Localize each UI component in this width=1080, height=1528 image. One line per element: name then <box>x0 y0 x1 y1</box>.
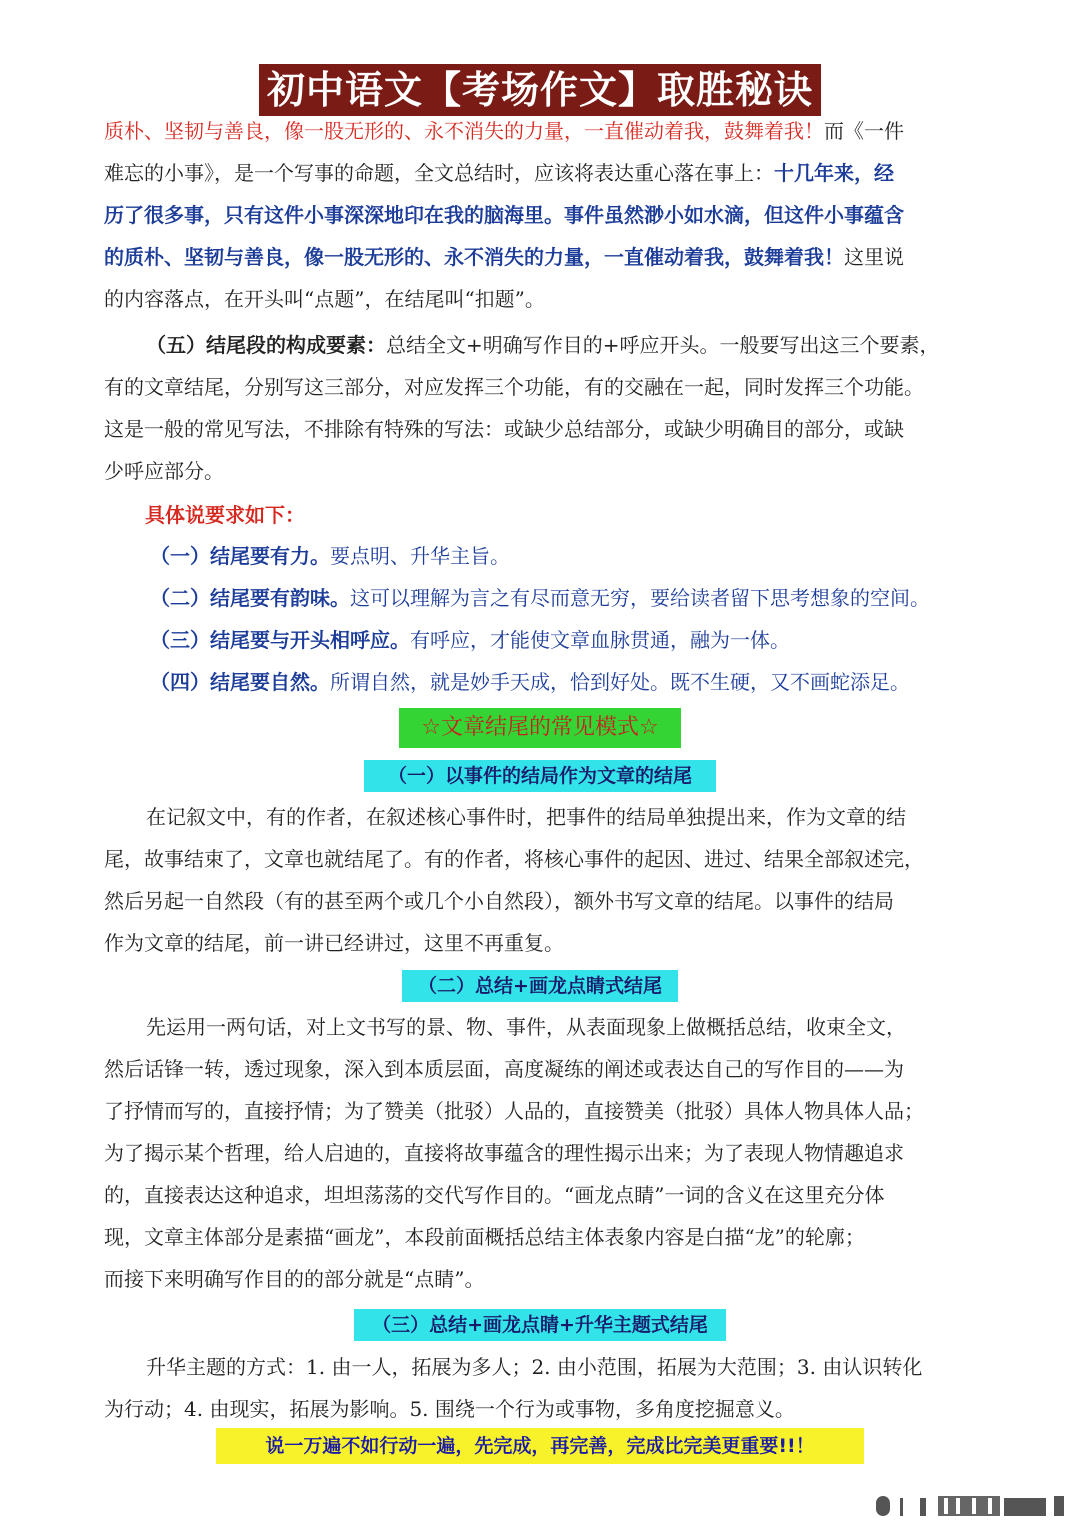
mode1-paragraph <box>104 796 980 964</box>
section5-line-1 <box>104 324 980 366</box>
intro-blue-text: 的质朴、坚韧与善良，像一股无形的、永不消失的力量，一直催动着我，鼓舞着我！ <box>104 245 844 269</box>
mode3-line-2: 为行动；4. 由现实，拓展为影响。5. 围绕一个行为或事物，多角度挖掘意义。 <box>104 1397 795 1421</box>
requirements-heading: 具体说要求如下： <box>145 503 305 527</box>
section5-line-2: 有的文章结尾，分别写这三部分，对应发挥三个功能，有的交融在一起，同时发挥三个功能。 <box>104 375 924 399</box>
mode2-line-6: 现，文章主体部分是素描“画龙”，本段前面概括总结主体表象内容是白描“龙”的轮廓； <box>104 1225 865 1249</box>
mode1-line-3: 然后另起一自然段（有的甚至两个或几个小自然段），额外书写文章的结尾。以事件的结局 <box>104 889 894 913</box>
requirement-1 <box>150 536 510 576</box>
mode2-line-7: 而接下来明确写作目的的部分就是“点睛”。 <box>104 1267 485 1291</box>
requirement-text: 要点明、升华主旨。 <box>330 544 510 568</box>
section5-line-4: 少呼应部分。 <box>104 459 224 483</box>
intro-line-5: 的内容落点，在开头叫“点题”，在结尾叫“扣题”。 <box>104 287 545 311</box>
intro-line-1 <box>104 110 980 152</box>
intro-line-4 <box>104 236 980 278</box>
intro-line-3: 历了很多事，只有这件小事深深地印在我的脑海里。事件虽然渺小如水滴，但这件小事蕴含 <box>104 203 904 227</box>
intro-red-text: 质朴、坚韧与善良，像一股无形的、永不消失的力量，一直催动着我，鼓舞着我！ <box>104 119 824 143</box>
requirement-text: 有呼应，才能使文章血脉贯通，融为一体。 <box>410 628 790 652</box>
mode3-heading: （三）总结+画龙点睛+升华主题式结尾 <box>354 1309 726 1341</box>
mode1-line-2: 尾，故事结束了，文章也就结尾了。有的作者，将核心事件的起因、进过、结果全部叙述完， <box>104 847 924 871</box>
requirement-label: （四）结尾要自然。 <box>150 670 330 694</box>
mode2-line-2: 然后话锋一转，透过现象，深入到本质层面，高度凝练的阐述或表达自己的写作目的——为 <box>104 1057 904 1081</box>
mode3-paragraph <box>104 1346 980 1430</box>
requirement-2 <box>150 578 930 618</box>
requirement-text: 所谓自然，就是妙手天成，恰到好处。既不生硬，又不画蛇添足。 <box>330 670 910 694</box>
section5-line-3: 这是一般的常见写法，不排除有特殊的写法：或缺少总结部分，或缺少明确目的部分，或缺 <box>104 417 904 441</box>
mode2-line-4: 为了揭示某个哲理，给人启迪的，直接将故事蕴含的理性揭示出来；为了表现人物情趣追求 <box>104 1141 904 1165</box>
page-title: 初中语文【考场作文】取胜秘诀 <box>259 64 821 116</box>
intro-text: 这里说 <box>844 245 904 269</box>
mode2-heading: （二）总结+画龙点睛式结尾 <box>402 970 678 1002</box>
mode1-heading: （一）以事件的结局作为文章的结尾 <box>364 760 716 792</box>
intro-blue-text: 十几年来，经 <box>774 161 894 185</box>
requirement-text: 这可以理解为言之有尽而意无穷，要给读者留下思考想象的空间。 <box>350 586 930 610</box>
requirement-3 <box>150 620 790 660</box>
section5-lead: （五）结尾段的构成要素： <box>146 333 386 357</box>
section5-text: 总结全文+明确写作目的+呼应开头。一般要写出这三个要素， <box>386 333 940 357</box>
intro-paragraph <box>104 110 980 320</box>
mode1-line-1: 在记叙文中，有的作者，在叙述核心事件时，把事件的结局单独提出来，作为文章的结 <box>146 805 906 829</box>
section5-paragraph <box>104 324 980 492</box>
intro-text: 而《一件 <box>824 119 904 143</box>
mode2-line-5: 的，直接表达这种追求，坦坦荡荡的交代写作目的。“画龙点睛”一词的含义在这里充分体 <box>104 1183 885 1207</box>
intro-text: 难忘的小事》，是一个写事的命题，全文总结时，应该将表达重心落在事上： <box>104 161 774 185</box>
requirement-label: （一）结尾要有力。 <box>150 544 330 568</box>
mode2-line-1: 先运用一两句话，对上文书写的景、物、事件，从表面现象上做概括总结，收束全文， <box>146 1015 906 1039</box>
mode3-line-1: 升华主题的方式：1. 由一人，拓展为多人；2. 由小范围，拓展为大范围；3. 由认识转化 <box>146 1355 923 1379</box>
requirement-label: （二）结尾要有韵味。 <box>150 586 350 610</box>
modes-heading: ☆文章结尾的常见模式☆ <box>399 708 681 748</box>
mode2-paragraph <box>104 1006 980 1300</box>
mode2-line-3: 了抒情而写的，直接抒情；为了赞美（批驳）人品的，直接赞美（批驳）具体人物具体人品； <box>104 1099 924 1123</box>
watermark-barcode-icon <box>876 1496 1064 1516</box>
requirement-4 <box>150 662 910 702</box>
mode1-line-4: 作为文章的结尾，前一讲已经讲过，这里不再重复。 <box>104 931 564 955</box>
intro-line-2 <box>104 152 980 194</box>
footer-slogan: 说一万遍不如行动一遍，先完成，再完善，完成比完美更重要!!！ <box>216 1428 864 1464</box>
requirement-label: （三）结尾要与开头相呼应。 <box>150 628 410 652</box>
